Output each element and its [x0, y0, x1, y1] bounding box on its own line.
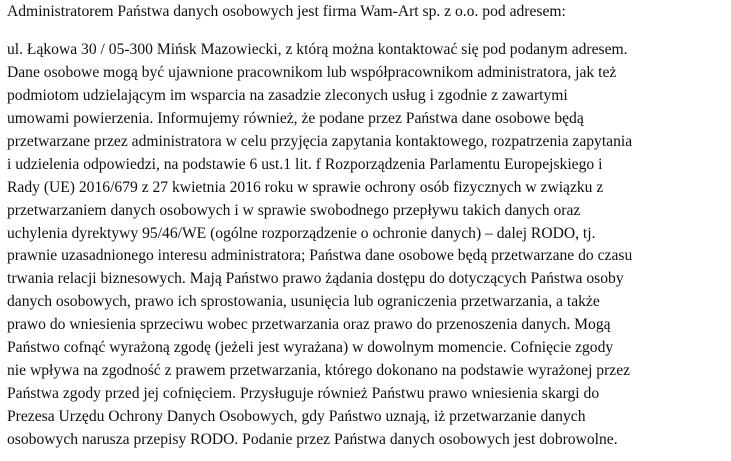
notice-line: Rady (UE) 2016/679 z 27 kwietnia 2016 roku w sprawie ochrony osób fizycznych w związku z: [7, 178, 604, 196]
notice-line: trwania relacji biznesowych. Mają Państwo prawo żądania dostępu do dotyczących Państwa osoby: [7, 270, 624, 288]
notice-line: prawo do wniesienia sprzeciwu wobec przetwarzania oraz prawo do przenoszenia danych. Mogą: [7, 316, 611, 334]
notice-line: Prezesa Urzędu Ochrony Danych Osobowych, gdy Państwo uznają, iż przetwarzanie danych: [7, 408, 586, 425]
notice-line: nie wpływa na zgodność z prawem przetwarzania, którego dokonano na podstawie wyrażonej przez: [7, 362, 631, 380]
notice-line: prawnie uzasadnionego interesu administratora; Państwa dane osobowe będą przetwarzane do czasu: [7, 247, 633, 265]
notice-line: Dane osobowe mogą być ujawnione pracownikom lub współpracownikom administratora, jak też: [7, 63, 617, 81]
notice-line: przetwarzaniem danych osobowych i w sprawie swobodnego przepływu takich danych oraz: [7, 201, 581, 219]
notice-line: Państwa zgody przed jej cofnięciem. Przysługuje również Państwu prawo wniesienia skargi do: [7, 385, 600, 403]
notice-line: i udzielenia odpowiedzi, na podstawie 6 ust.1 lit. f Rozporządzenia Parlamentu Europejskiego i: [7, 155, 603, 173]
privacy-notice: [7, 0, 727, 452]
notice-line: podmiotom udzielającym im wsparcia na zasadzie zleconych usług i zgodnie z zawartymi: [7, 86, 568, 104]
notice-line: danych osobowych, prawo ich sprostowania, usunięcia lub ograniczenia przetwarzania, a także: [7, 293, 600, 311]
notice-line: umowami powierzenia. Informujemy również, że podane przez Państwa dane osobowe będą: [7, 109, 584, 127]
notice-heading: Administratorem Państwa danych osobowych jest firma Wam-Art sp. z o.o. pod adresem:: [7, 3, 566, 20]
notice-body: [7, 39, 727, 452]
notice-line: przetwarzane przez administratora w celu przyjęcia zapytania kontaktowego, rozpatrzenia zapytania: [7, 132, 633, 150]
notice-line: Państwo cofnąć wyrażoną zgodę (jeżeli jest wyrażana) w dowolnym momencie. Cofnięcie zgody: [7, 339, 614, 357]
notice-line: ul. Łąkowa 30 / 05-300 Mińsk Mazowiecki, z którą można kontaktować się pod podanym adresem.: [7, 41, 628, 58]
notice-line: osobowych narusza przepisy RODO. Podanie przez Państwa danych osobowych jest dobrowolne.: [7, 430, 618, 448]
notice-line: uchylenia dyrektywy 95/46/WE (ogólne rozporządzenie o ochronie danych) – dalej RODO, tj.: [7, 224, 596, 242]
